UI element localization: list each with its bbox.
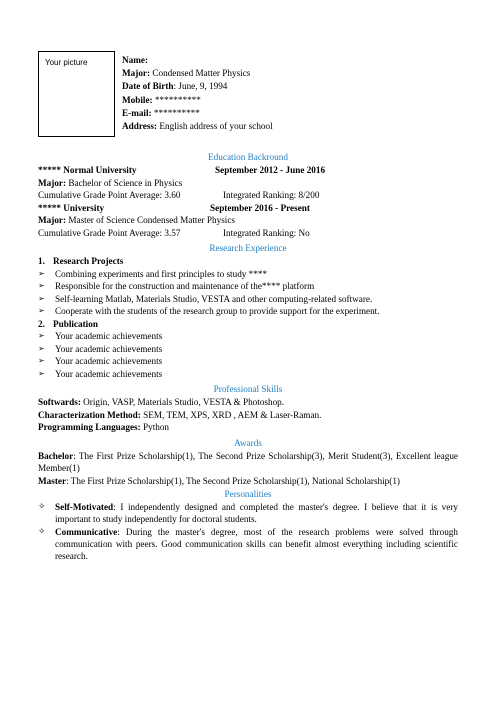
arrow-bullet-icon: ➢ — [38, 268, 45, 278]
mobile-line: Mobile: ********** — [122, 94, 201, 105]
personality-item: ✧ Self-Motivated: I independently designed and completed the master's degree. I believe that it is very important to study independently for doctoral students. — [38, 502, 458, 525]
dob-line: Date of Birth: June, 9, 1994 — [122, 81, 228, 92]
list-item: ➢ Your academic achievements — [38, 356, 163, 366]
projects-list — [38, 268, 458, 318]
bachelor-awards: Bachelor: The First Prize Scholarship(1), The Second Prize Scholarship(3), Merit Student(3), Excellent league Member(1) — [38, 450, 458, 473]
arrow-bullet-icon: ➢ — [38, 368, 45, 378]
list-item: ➢ Combining experiments and first principles to study **** — [38, 268, 268, 279]
email-line: E-mail: ********** — [122, 107, 200, 118]
education-heading: Education Backround — [208, 152, 288, 162]
education-major2: Major: Master of Science Condensed Matter Physics — [38, 215, 235, 225]
list-item: ➢ Responsible for the construction and maintenance of the**** platform — [38, 281, 315, 291]
photo-label: Your picture — [45, 58, 88, 67]
education-gpa1: Cumulative Grade Point Average: 3.60 Integrated Ranking: 8/200 — [38, 190, 320, 200]
photo-placeholder — [38, 51, 115, 137]
arrow-bullet-icon: ➢ — [38, 281, 45, 290]
name-line: Name: — [122, 55, 149, 65]
list-item: ➢ Your academic achievements — [38, 331, 163, 341]
arrow-bullet-icon: ➢ — [38, 306, 45, 315]
programming-line: Programming Languages: Python — [38, 422, 170, 432]
list-item: ➢ Your academic achievements — [38, 368, 163, 379]
list-item: ➢ Self-learning Matlab, Materials Studio, VESTA and other computing-related software. — [38, 293, 373, 304]
address-line: Address: English address of your school — [122, 121, 273, 132]
awards-heading: Awards — [234, 437, 262, 448]
skills-heading: Professional Skills — [213, 384, 283, 394]
softwards-line: Softwards: Origin, VASP, Materials Studio, VESTA & Photoshop. — [38, 397, 285, 407]
education-gpa2: Cumulative Grade Point Average: 3.57 Integrated Ranking: No — [38, 227, 310, 238]
diamond-bullet-icon: ✧ — [38, 526, 46, 537]
education-school1: ***** Normal University September 2012 - June 2016 — [38, 165, 326, 175]
personalities-heading: Personalities — [224, 489, 272, 499]
education-major1: Major: Bachelor of Science in Physics — [38, 177, 183, 188]
list-item: ➢ Your academic achievements — [38, 343, 163, 354]
publication-list — [38, 330, 458, 380]
resume-content — [38, 150, 458, 562]
arrow-bullet-icon: ➢ — [38, 356, 45, 365]
publication-heading: 2. Publication — [38, 318, 98, 329]
education-school2: ***** University September 2016 - Present — [38, 202, 310, 213]
arrow-bullet-icon: ➢ — [38, 331, 45, 340]
characterization-line: Characterization Method: SEM, TEM, XPS, XRD , AEM & Laser-Raman. — [38, 409, 322, 420]
arrow-bullet-icon: ➢ — [38, 343, 45, 353]
diamond-bullet-icon: ✧ — [38, 502, 46, 512]
master-awards: Master: The First Prize Scholarship(1), The Second Prize Scholarship(1), National Scholarship(1) — [38, 475, 400, 486]
arrow-bullet-icon: ➢ — [38, 293, 45, 303]
personality-item: ✧ Communicative: During the master's degree, most of the research problems were solved through communication with peers. Good communication skills can benefit almost everything including scientific research. — [38, 526, 458, 562]
major-line: Major: Condensed Matter Physics — [122, 68, 251, 79]
personal-info — [122, 54, 273, 133]
list-item: ➢ Cooperate with the students of the research group to provide support for the experiment. — [38, 306, 380, 316]
research-heading: Research Experience — [209, 243, 287, 253]
research-projects-heading: 1. Research Projects — [38, 256, 124, 266]
